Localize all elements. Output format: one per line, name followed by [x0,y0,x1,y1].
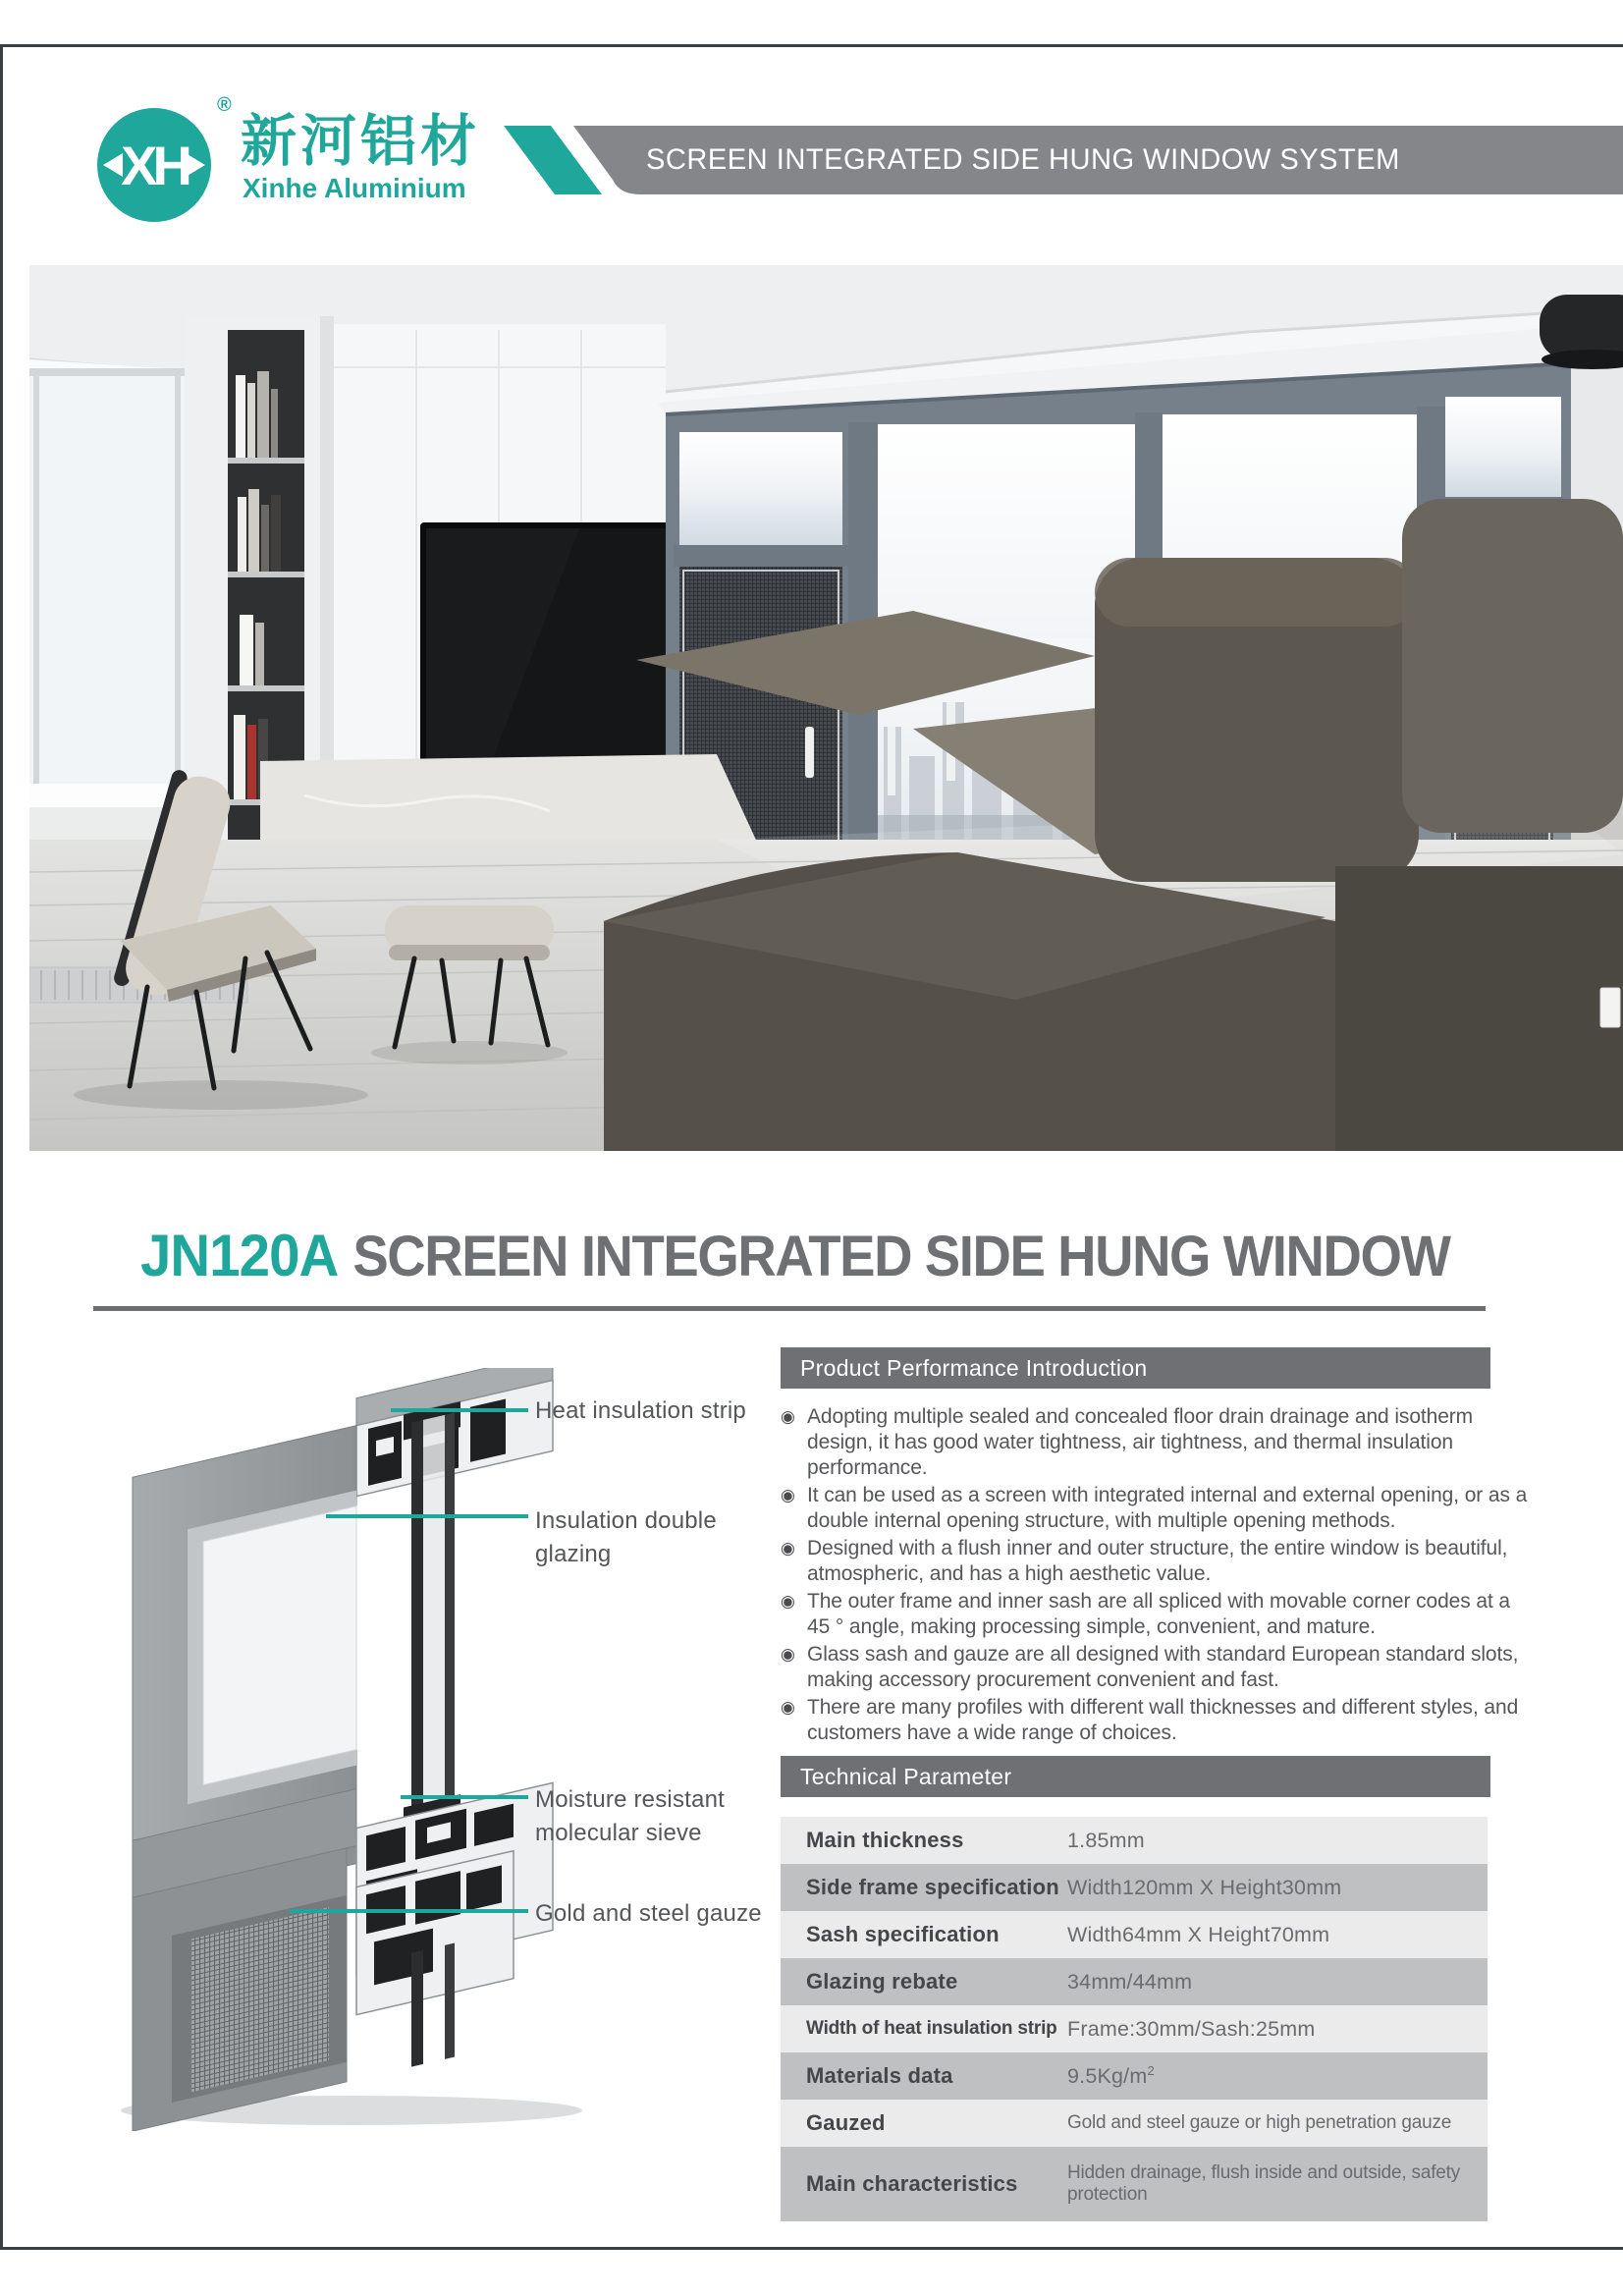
param-row [781,1864,1488,1911]
company-name-english: Xinhe Aluminium [243,173,466,203]
param-label: Main thickness [806,1828,964,1852]
diagram-label-gold-and-steel-gauze: Gold and steel gauze [535,1900,762,1927]
diagram-label-insulation-double-glazing: Insulation double glazing [535,1507,717,1567]
diagram-label-heat-insulation-strip: Heat insulation strip [535,1397,746,1424]
technical-section-header: Technical Parameter [781,1756,1490,1797]
bullet-icon: ◉ [781,1407,795,1426]
param-label: Main characteristics [806,2171,1018,2196]
performance-bullet [781,1536,1531,1587]
param-row [781,1958,1488,2005]
param-row [781,2005,1488,2052]
bullet-text: There are many profiles with different wall thicknesses and different styles, and customers have a wide range of choices. [807,1696,1519,1744]
diagram-label-moisture-resistant-molecular-sieve: Moisture resistant molecular sieve [535,1786,725,1846]
param-row [781,2052,1488,2100]
bullet-text: It can be used as a screen with integrated internal and external opening, or as a double internal opening structure, with multiple opening methods. [807,1484,1528,1532]
leader-line [290,1909,528,1913]
performance-bullet [781,1589,1531,1640]
company-name-chinese: 新河铝材 [241,109,480,174]
bullet-icon: ◉ [781,1592,795,1611]
ceiling-lamp [1540,295,1623,369]
leader-line [401,1795,528,1799]
technical-parameter-table [781,1817,1488,2221]
banner-title: SCREEN INTEGRATED SIDE HUNG WINDOW SYSTEM [646,143,1400,176]
product-name: SCREEN INTEGRATED SIDE HUNG WINDOW [352,1225,1450,1288]
param-value: Gold and steel gauze or high penetration gauze [1067,2112,1452,2133]
leader-line [326,1514,528,1518]
bullet-icon: ◉ [781,1645,795,1664]
param-label: Gauzed [806,2110,886,2135]
param-value: 1.85mm [1067,1828,1145,1852]
bullet-icon: ◉ [781,1486,795,1504]
param-value: Width64mm X Height70mm [1067,1922,1330,1946]
svg-text:XH: XH [121,135,188,196]
title-divider [93,1306,1486,1311]
param-label: Sash specification [806,1922,1000,1946]
param-value: Width120mm X Height30mm [1067,1875,1342,1899]
light-switch [1600,988,1620,1027]
performance-bullet [781,1404,1531,1481]
page-top-rule [0,44,1623,47]
param-value-superscript: 2 [1147,2062,1155,2078]
param-row [781,2147,1488,2221]
bullet-icon: ◉ [781,1698,795,1717]
param-row [781,1911,1488,1958]
param-value: Frame:30mm/Sash:25mm [1067,2016,1316,2041]
performance-bullet [781,1642,1531,1693]
bullet-text: Adopting multiple sealed and concealed floor drain drainage and isotherm design, it has good water tightness, air tightness, and thermal insulation performance. [807,1405,1474,1479]
product-title [140,1222,1450,1289]
page-left-rule [0,44,3,2250]
living-room-photo [29,265,1623,1151]
param-label: Glazing rebate [806,1969,958,1994]
param-row [781,2100,1488,2147]
param-row [781,1817,1488,1864]
bullet-icon: ◉ [781,1539,795,1558]
param-label: Materials data [806,2063,953,2088]
performance-bullet [781,1483,1531,1534]
product-model: JN120A [140,1223,339,1288]
performance-bullet-list [781,1404,1531,1748]
param-label: Width of heat insulation strip [806,2018,1057,2039]
performance-section-header: Product Performance Introduction [781,1347,1490,1389]
leader-line [391,1408,528,1412]
performance-bullet [781,1695,1531,1746]
bullet-text: Glass sash and gauze are all designed with standard European standard slots, making accessory procurement convenient and fast. [807,1643,1519,1691]
registered-mark: ® [217,94,232,116]
bullet-text: The outer frame and inner sash are all spliced with movable corner codes at a 45 ° angle, making processing simple, convenient, and mature. [807,1590,1511,1638]
param-value: 34mm/44mm [1067,1969,1193,1994]
profile-cross-section-diagram [121,1368,628,2131]
page-bottom-rule [0,2247,1623,2250]
param-value: Hidden drainage, flush inside and outside, safety protection [1067,2162,1461,2205]
param-label: Side frame specification [806,1875,1059,1899]
bullet-text: Designed with a flush inner and outer structure, the entire window is beautiful, atmospheric, and has a high aesthetic value. [807,1537,1508,1585]
param-value: $9.5Kg/m^2$ [1067,2062,1155,2089]
